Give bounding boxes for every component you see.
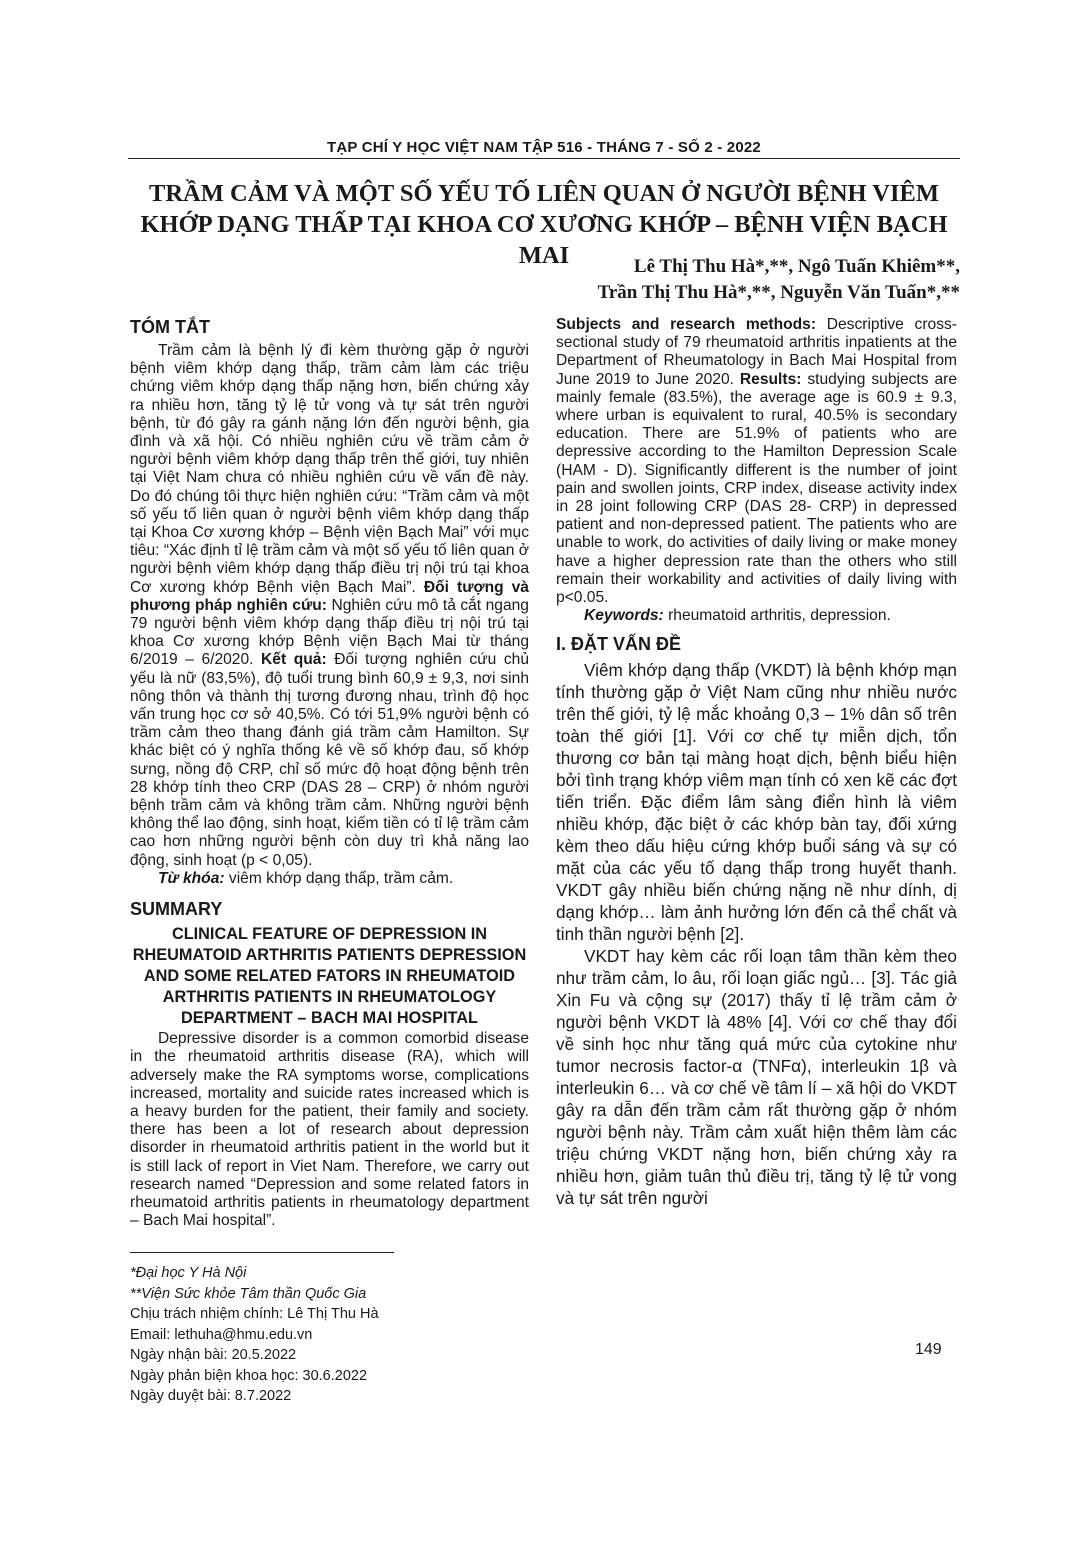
tomtat-methods-text: Nghiên cứu mô tả cắt ngang 79 người bệnh viêm khớp dạng thấp điều trị nội trú tại khoa Cơ xương khớp Bệnh viện Bạch Mai từ tháng 6/2019 – 6/2020. <box>130 596 529 669</box>
tomtat-results-label: Kết quả: <box>261 651 327 669</box>
summary-heading: SUMMARY <box>130 899 223 920</box>
tomtat-text: Trầm cảm là bệnh lý đi kèm thường gặp ở người bệnh viêm khớp dạng thấp, trầm cảm làm các triệu chứng viêm khớp dạng thấp nặng hơn, biến chứng xảy ra nhiều hơn, tăng tỷ lệ tử vong và tự sát trên người bệnh, từ đó gây ra gánh nặng lớn đến người bệnh, gia đình và xã hội. Có nhiều nghiên cứu về trầm cảm ở người bệnh viêm khớp dạng thấp trên thế giới, tuy nhiên tại Việt Nam chưa có nhiều nghiên cứu về vấn đề này. Do đó chúng tôi thực hiện nghiên cứu: “Trầm cảm và một số yếu tố liên quan ở người bệnh viêm khớp dạng thấp tại Khoa Cơ xương khớp – Bệnh viện Bạch Mai” với mục tiêu: “Xác định tỉ lệ trầm cảm và một số yếu tố liên quan ở người bệnh viêm khớp dạng thấp điều trị nội trú tại khoa Cơ xương khớp Bệnh viện Bạch Mai”. <box>130 342 529 596</box>
summary-methods-text: Descriptive cross-sectional study of 79 rheumatoid arthritis inpatients at the Department of Rheumatology in Bach Mai Hospital from June 2019 to June 2020. <box>556 316 957 388</box>
summary-text: Depressive disorder is a common comorbid disease in the rheumatoid arthritis disease (RA), which will adversely make the RA symptoms worse, complications increased, mortality and suicide rates increased which is a heavy burden for the patient, their family and society. there has been a lot of research about depression disorder in rheumatoid arthritis patient in the world but it is still lack of report in Viet Nam. Therefore, we carry out research named “Depression and some related fators in rheumatoid arthritis patients in rheumatology department – Bach Mai hospital”. <box>130 1030 529 1230</box>
authors-line-2: Trần Thị Thu Hà*,**, Nguyễn Văn Tuấn*,** <box>597 282 960 303</box>
authors-line-1: Lê Thị Thu Hà*,**, Ngô Tuấn Khiêm**, <box>633 256 960 277</box>
intro-heading: I. ĐẶT VẤN ĐỀ <box>556 634 682 655</box>
tomtat-methods-label: Đối tượng và phương pháp nghiên cứu: <box>130 578 529 614</box>
tomtat-keywords-text: viêm khớp dạng thấp, trầm cảm. <box>228 869 454 887</box>
journal-header: TẠP CHÍ Y HỌC VIỆT NAM TẬP 516 - THÁNG 7 - SỐ 2 - 2022 <box>327 139 761 156</box>
tomtat-abstract <box>130 342 529 870</box>
footnote-email: Email: lethuha@hmu.edu.vn <box>130 1326 313 1343</box>
tomtat-keywords-label: Từ khóa: <box>158 869 225 887</box>
page-number: 149 <box>915 1341 942 1358</box>
summary-methods-label: Subjects and research methods: <box>556 316 817 333</box>
left-column <box>130 316 529 1407</box>
header-rule <box>128 158 960 159</box>
intro-paragraph-1: Viêm khớp dạng thấp (VKDT) là bệnh khớp mạn tính thường gặp ở Việt Nam cũng như nhiều nước trên thế giới, tỷ lệ mắc khoảng 0,3 – 1% dân số trên toàn thế giới [1]. Với cơ chế tự miễn dịch, tổn thương cơ bản tại màng hoạt dịch, bệnh biểu hiện bởi tình trạng khớp viêm mạn tính có xen kẽ các đợt tiến triển. Đặc điểm lâm sàng điển hình là viêm nhiều khớp, đặc biệt ở các khớp bàn tay, đối xứng kèm theo dấu hiệu cứng khớp buổi sáng và sự có mặt của các yếu tố dạng thấp trong huyết thanh. VKDT gây nhiều biến chứng nặng nề như dính, dị dạng khớp… làm ảnh hưởng lớn đến cả thể chất và tinh thần người bệnh [2]. <box>556 660 957 945</box>
summary-continued <box>556 316 957 607</box>
footnote-reviewed: Ngày phản biện khoa học: 30.6.2022 <box>130 1367 368 1384</box>
summary-keywords <box>556 607 957 625</box>
footnote-affiliation-1: *Đại học Y Hà Nội <box>130 1265 247 1282</box>
right-column <box>556 316 957 1209</box>
footnote-affiliation-2: **Viện Sức khỏe Tâm thần Quốc Gia <box>130 1285 367 1302</box>
summary-results-text: studying subjects are mainly female (83.5%), the average age is 60.9 ± 9.3, where urban is equivalent to rural, 40.5% is secondary education. There are 51.9% of patients who are depressive according to the Hamilton Depression Scale (HAM - D). Significantly different is the number of joint pain and swollen joints, CRP index, disease activity index in 28 joint following CRP (DAS 28- CRP) in depressed patient and non-depressed patient. The patients who are unable to work, do activities of daily living or make money have a higher depression rate than the others who still remain their workability and activities of daily living with p<0.05. <box>556 370 957 607</box>
summary-keywords-text: rheumatoid arthritis, depression. <box>668 607 891 625</box>
footnote-rule <box>130 1252 394 1253</box>
footnote-accepted: Ngày duyệt bài: 8.7.2022 <box>130 1388 292 1405</box>
tomtat-heading: TÓM TẮT <box>130 317 210 337</box>
summary-abstract <box>130 1030 529 1230</box>
summary-results-label: Results: <box>739 370 802 388</box>
intro-paragraph-2: VKDT hay kèm các rối loạn tâm thần kèm theo như trầm cảm, lo âu, rối loạn giấc ngủ… [3]. Tác giả Xin Fu và cộng sự (2017) thấy tỉ lệ trầm cảm ở người bệnh VKDT là 48% [4]. Với cơ chế thay đổi về sinh học như tăng quá mức của cytokine như tumor necrosis factor-α (TNFα), interleukin 1β và interleukin 6… và cơ chế về tâm lí – xã hội do VKDT gây ra dẫn đến trầm cảm rất thường gặp ở nhóm người bệnh này. Trầm cảm xuất hiện thêm làm các triệu chứng VKDT nặng hơn, biến chứng xảy ra nhiều hơn, giảm tuân thủ điều trị, tăng tỷ lệ tử vong và tự sát trên người <box>556 946 957 1209</box>
summary-keywords-label: Keywords: <box>584 607 664 625</box>
tomtat-keywords <box>130 870 529 888</box>
article-title: TRẦM CẢM VÀ MỘT SỐ YẾU TỐ LIÊN QUAN Ở NGƯỜI BỆNH VIÊM KHỚP DẠNG THẤP TẠI KHOA CƠ XƯƠNG KHỚP – BỆNH VIỆN BẠCH MAI <box>140 180 948 269</box>
footnote-received: Ngày nhận bài: 20.5.2022 <box>130 1347 297 1364</box>
summary-title: CLINICAL FEATURE OF DEPRESSION IN RHEUMATOID ARTHRITIS PATIENTS DEPRESSION AND SOME RELATED FATORS IN RHEUMATOID ARTHRITIS PATIENTS IN RHEUMATOLOGY DEPARTMENT – BACH MAI HOSPITAL <box>132 925 527 1028</box>
tomtat-results-text: Đối tượng nghiên cứu chủ yếu là nữ (83,5%), độ tuổi trung bình 60,9 ± 9,3, nơi sinh nông thôn và thành thị tương đương nhau, trình độ học vấn trung học cơ sở 40,5%. Có tới 51,9% người bệnh có trầm cảm theo thang đánh giá trầm cảm Hamilton. Sự khác biệt có ý nghĩa thống kê về số khớp đau, số khớp sưng, nồng độ CRP, chỉ số mức độ hoạt động bệnh trên 28 khớp tính theo CRP (DAS 28 – CRP) ở nhóm người bệnh trầm cảm và không trầm cảm. Những người bệnh không thể lao động, sinh hoạt, kiếm tiền có tỉ lệ trầm cảm cao hơn những người bệnh còn duy trì khả năng lao động, sinh hoạt (p < 0,05). <box>130 651 529 869</box>
authors <box>598 254 960 306</box>
footnote-corresponding: Chịu trách nhiệm chính: Lê Thị Thu Hà <box>130 1306 379 1323</box>
footnotes <box>130 1263 529 1407</box>
